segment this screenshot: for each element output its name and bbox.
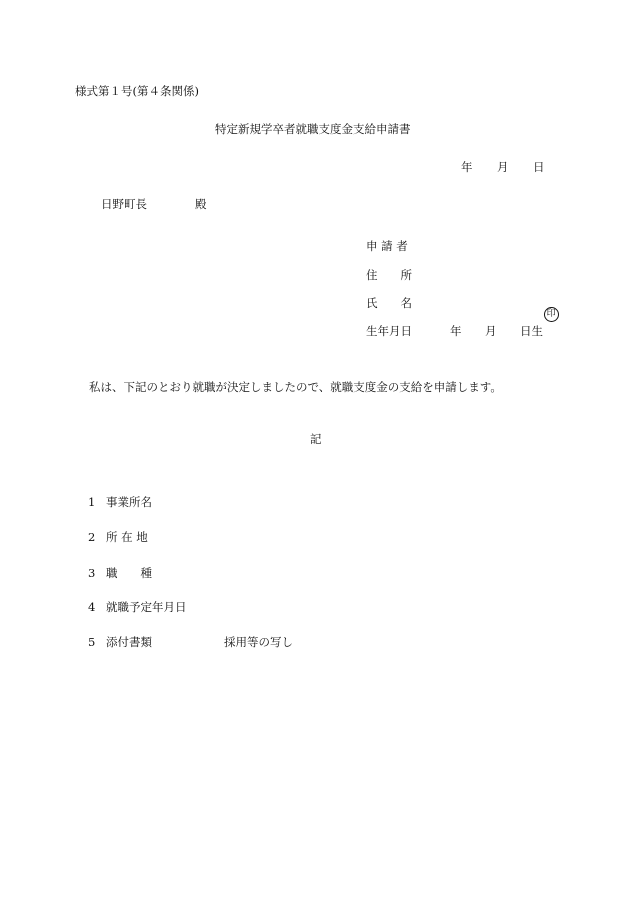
item-number: 5 <box>88 635 96 649</box>
item-label: 所 在 地 <box>106 530 148 544</box>
applicant-dob-year: 年 <box>450 324 462 338</box>
applicant-address-label: 住 所 <box>366 268 412 282</box>
item-label: 職 種 <box>106 566 152 580</box>
addressee-honorific: 殿 <box>195 197 207 211</box>
date-year: 年 <box>461 160 473 174</box>
item-number: 1 <box>88 495 96 509</box>
applicant-dob-label: 生年月日 <box>366 324 412 338</box>
addressee-name: 日野町長 <box>101 197 147 211</box>
item-number: 2 <box>88 530 96 544</box>
ki-heading: 記 <box>310 432 322 446</box>
body-text: 私は、下記のとおり就職が決定しましたので、就職支度金の支給を申請します。 <box>89 380 502 394</box>
item-number: 4 <box>88 600 96 614</box>
form-number: 様式第１号(第４条関係) <box>75 84 199 98</box>
applicant-name-label: 氏 名 <box>366 296 412 310</box>
item-value: 採用等の写し <box>224 635 293 649</box>
document-title: 特定新規学卒者就職支度金支給申請書 <box>215 122 411 136</box>
item-label: 添付書類 <box>106 635 152 649</box>
item-number: 3 <box>88 566 96 580</box>
item-label: 事業所名 <box>106 495 152 509</box>
applicant-dob-day: 日生 <box>520 324 543 338</box>
item-label: 就職予定年月日 <box>106 600 187 614</box>
applicant-dob-month: 月 <box>485 324 497 338</box>
seal-label: 印 <box>544 307 559 322</box>
date-day: 日 <box>533 160 545 174</box>
date-month: 月 <box>497 160 509 174</box>
applicant-heading: 申 請 者 <box>366 239 408 253</box>
